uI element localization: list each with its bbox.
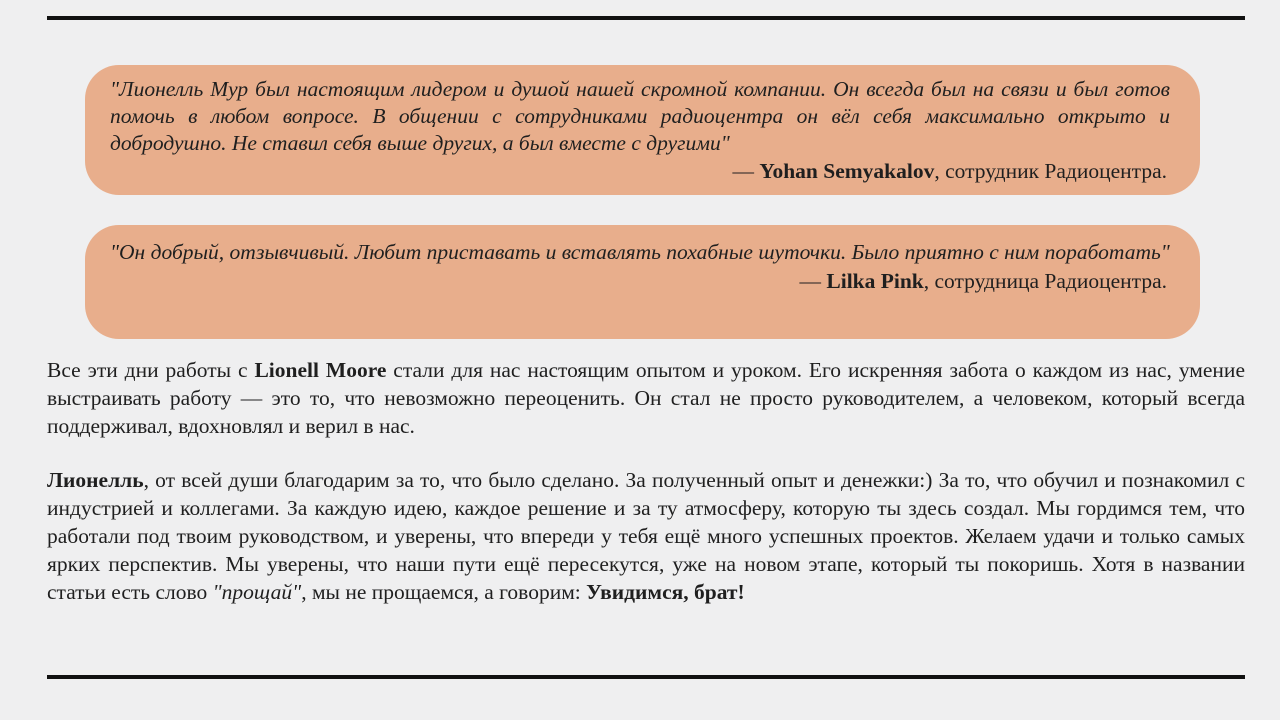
paragraph-text: Все эти дни работы с bbox=[47, 358, 255, 382]
farewell-paragraph bbox=[47, 466, 1245, 606]
testimonial-attribution bbox=[110, 268, 1167, 295]
testimonial-text: "Лионелль Мур был настоящим лидером и душой нашей скромной компании. Он всегда был на связи и был готов помочь в любом вопросе. В общении с сотрудниками радиоцентра он вёл себя максимально открыто и добродушно. Не ставил себя выше других, а был вместе с другими" bbox=[110, 77, 1170, 155]
tribute-paragraph bbox=[47, 356, 1245, 440]
testimonial-role: , сотрудник Радиоцентра. bbox=[934, 159, 1167, 183]
paragraph-text: стали для нас настоящим опытом и уроком. Его искренняя забота о каждом из нас, умение выстраивать работу — это то, что невозможно переоценить. Он стал не просто руководителем, а человеком, который всегда поддерживал, вдохновлял и верил в нас. bbox=[47, 358, 1245, 438]
quoted-word: "прощай" bbox=[212, 580, 302, 604]
paragraph-text: , мы не прощаемся, а говорим: bbox=[301, 580, 587, 604]
top-divider bbox=[47, 16, 1245, 20]
attribution-dash: — bbox=[799, 269, 827, 293]
testimonial-text: "Он добрый, отзывчивый. Любит приставать и вставлять похабные шуточки. Было приятно с ним поработать" bbox=[110, 240, 1170, 264]
paragraph-text: , от всей души благодарим за то, что было сделано. За полученный опыт и денежки:) За то, что обучил и познакомил с индустрией и коллегами. За каждую идею, каждое решение и за ту атмосферу, которую ты здесь создал. Мы гордимся тем, что работали под твоим руководством, и уверены, что впереди у тебя ещё много успешных проектов. Желаем удачи и только самых ярких перспектив. Мы уверены, что наши пути ещё пересекутся, уже на новом этапе, который ты покоришь. Хотя в названии статьи есть слово bbox=[47, 468, 1245, 604]
person-name: Lionell Moore bbox=[254, 358, 387, 382]
testimonial-card bbox=[85, 65, 1200, 195]
testimonial-author: Yohan Semyakalov bbox=[759, 159, 935, 183]
attribution-dash: — bbox=[732, 159, 760, 183]
closing-phrase: Увидимся, брат! bbox=[586, 580, 745, 604]
person-name: Лионелль bbox=[47, 468, 144, 492]
testimonial-attribution bbox=[110, 158, 1167, 185]
testimonial-role: , сотрудница Радиоцентра. bbox=[923, 269, 1167, 293]
testimonial-card bbox=[85, 225, 1200, 339]
bottom-divider bbox=[47, 675, 1245, 679]
testimonial-author: Lilka Pink bbox=[826, 269, 924, 293]
